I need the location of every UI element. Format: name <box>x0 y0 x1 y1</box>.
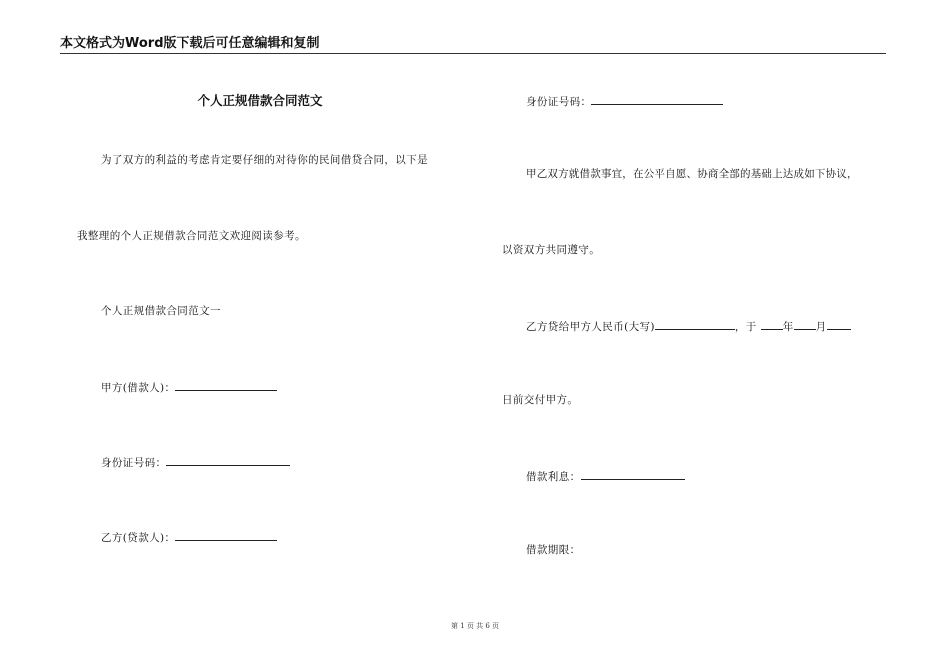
interest-label: 借款利息： <box>526 471 581 483</box>
intro-line-2: 我整理的个人正规借款合同范文欢迎阅读参考。 <box>77 230 306 242</box>
document-title: 个人正规借款合同范文 <box>197 93 323 108</box>
loan-amount-label: 乙方贷给甲方人民币(大写) <box>526 321 655 333</box>
id-number-row-left <box>101 454 290 470</box>
loan-month-blank <box>794 318 816 330</box>
party-b-row <box>101 529 277 545</box>
intro-line-1: 为了双方的利益的考虑肯定要仔细的对待你的民间借贷合同，以下是 <box>101 154 428 166</box>
loan-month-text: 月 <box>815 321 827 333</box>
page-footer: 第 1 页 共 6 页 <box>450 622 500 630</box>
loan-year-text: 年 <box>782 321 794 333</box>
id-number-label-right: 身份证号码： <box>526 96 592 108</box>
id-number-label-left: 身份证号码： <box>101 457 167 469</box>
id-number-blank-left <box>166 454 290 466</box>
loan-yu-text: ，于 <box>734 321 757 333</box>
agreement-line-2: 以资双方共同遵守。 <box>502 244 601 256</box>
loan-delivery-line: 日前交付甲方。 <box>502 394 579 406</box>
loan-term-row <box>526 543 581 557</box>
loan-term-label: 借款期限： <box>526 544 581 556</box>
party-b-blank <box>175 529 277 541</box>
party-a-row <box>101 379 277 395</box>
loan-amount-blank <box>655 318 735 330</box>
agreement-line-1: 甲乙双方就借款事宜，在公平自愿、协商全部的基础上达成如下协议， <box>526 168 858 180</box>
interest-blank <box>581 468 685 480</box>
header-title: 本文格式为Word版下载后可任意编辑和复制 <box>60 36 320 51</box>
party-b-label: 乙方(贷款人)： <box>101 532 176 544</box>
loan-amount-row <box>526 318 851 334</box>
page-header <box>60 36 886 54</box>
loan-year-blank <box>761 318 783 330</box>
party-a-blank <box>175 379 277 391</box>
id-number-row-right <box>526 93 723 109</box>
party-a-label: 甲方(借款人)： <box>101 382 176 394</box>
interest-row <box>526 468 685 484</box>
id-number-blank-right <box>591 93 723 105</box>
section-heading: 个人正规借款合同范文一 <box>101 305 221 317</box>
loan-day-blank <box>827 318 851 330</box>
